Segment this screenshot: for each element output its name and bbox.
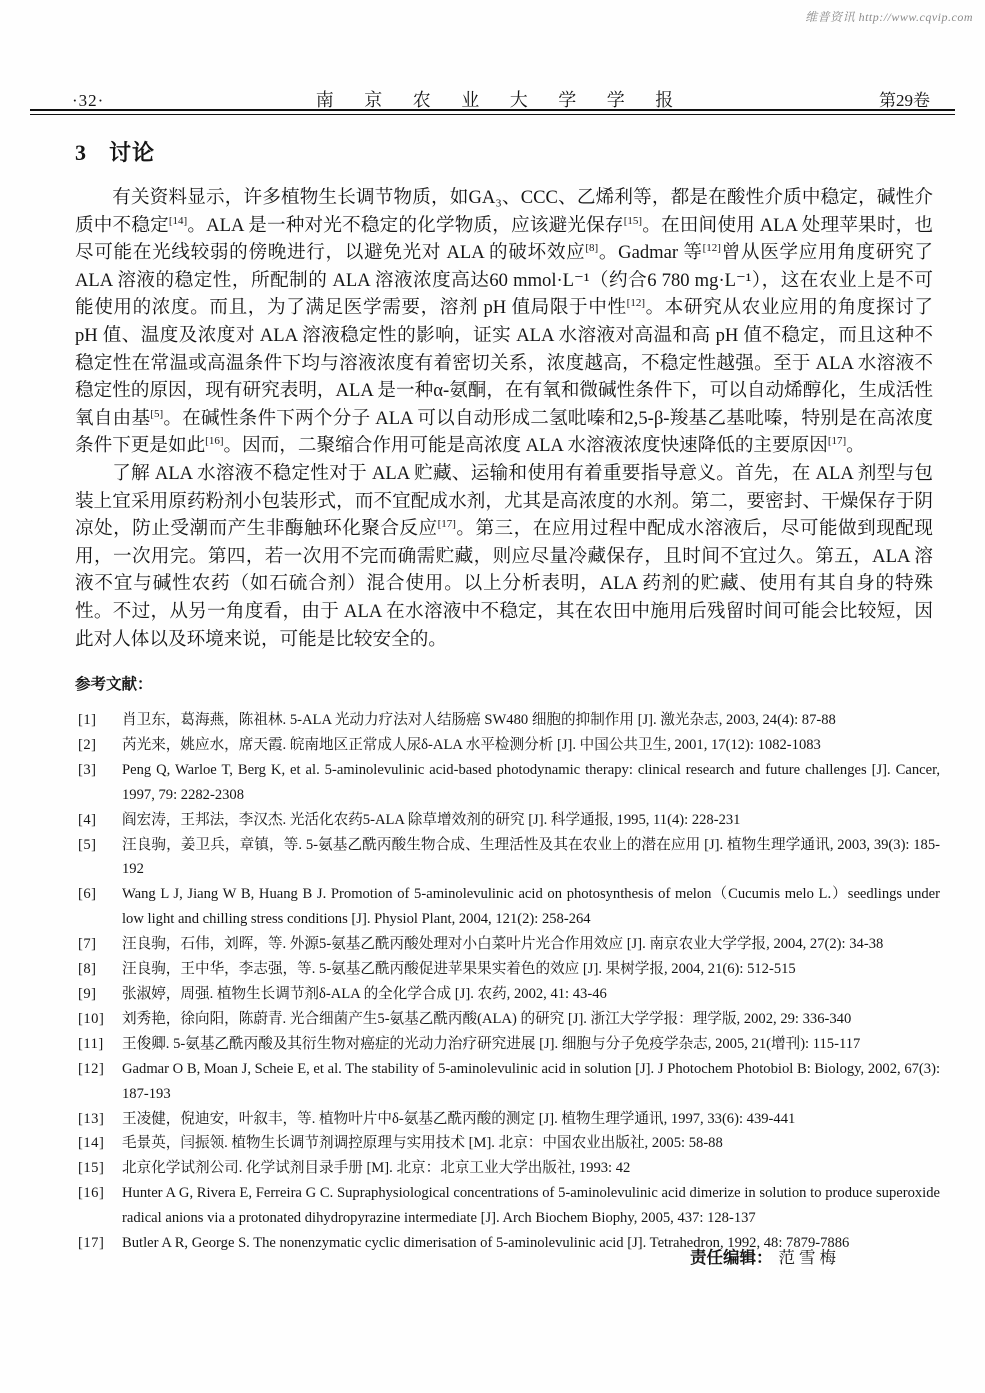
- section-title: 讨论: [109, 140, 156, 165]
- reference-item: [78, 882, 940, 932]
- reference-text: 张淑婷，周强. 植物生长调节剂δ-ALA 的全化学合成 [J]. 农药, 2002, 41: 43-46: [122, 985, 607, 1002]
- reference-item: [78, 833, 940, 883]
- reference-label: [8]: [78, 961, 97, 978]
- reference-text: 芮光来，姚应水，席天霞. 皖南地区正常成人尿δ-ALA 水平检测分析 [J]. 中国公共卫生, 2001, 17(12): 1082-1083: [122, 736, 821, 753]
- discussion-body: [75, 184, 933, 653]
- references-list: [78, 708, 940, 1256]
- reference-item: [78, 1181, 940, 1231]
- editor-name: 范雪梅: [778, 1248, 840, 1267]
- reference-label: [6]: [78, 886, 97, 903]
- section-heading: [75, 136, 155, 167]
- reference-text: Butler A R, George S. The nonenzymatic cyclic dimerisation of 5-aminolevulinic acid [J]. Tetrahedron, 1992, 48: 7879-7886: [122, 1235, 850, 1252]
- reference-label: [1]: [78, 712, 97, 728]
- reference-label: [15]: [78, 1160, 105, 1177]
- editor-label: 责任编辑：: [690, 1249, 773, 1267]
- reference-text: 北京化学试剂公司. 化学试剂目录手册 [M]. 北京：北京工业大学出版社, 1993: 42: [122, 1160, 631, 1177]
- reference-item: [78, 1057, 940, 1107]
- reference-item: [78, 957, 940, 982]
- reference-text: 汪良驹，石伟，刘晖，等. 外源5-氨基乙酰丙酸处理对小白菜叶片光合作用效应 [J]. 南京农业大学学报, 2004, 27(2): 34-38: [122, 936, 884, 953]
- reference-label: [14]: [78, 1135, 105, 1152]
- reference-item: [78, 982, 940, 1007]
- reference-label: [16]: [78, 1185, 105, 1202]
- page-number: ·32·: [72, 91, 105, 110]
- reference-text: 刘秀艳，徐向阳，陈蔚青. 光合细菌产生5-氨基乙酰丙酸(ALA) 的研究 [J]. 浙江大学学报：理学版, 2002, 29: 336-340: [122, 1010, 852, 1027]
- reference-text: Wang L J, Jiang W B, Huang B J. Promotion of 5-aminolevulinic acid on photosynthesis of melon（Cucumis melo L.）seedlings under low light and chilling stress conditions [J]. Physiol Plant, 2004, 121(2): 258-264: [122, 886, 940, 928]
- reference-text: 王凌健，倪迪安，叶叙丰，等. 植物叶片中δ-氨基乙酰丙酸的测定 [J]. 植物生理学通讯, 1997, 33(6): 439-441: [122, 1110, 796, 1127]
- reference-text: 王俊卿. 5-氨基乙酰丙酸及其衍生物对癌症的光动力治疗研究进展 [J]. 细胞与分子免疫学杂志, 2005, 21(增刊): 115-117: [122, 1035, 861, 1052]
- reference-item: [78, 1107, 940, 1132]
- watermark-text: 维普资讯 http://www.cqvip.com: [805, 10, 973, 24]
- reference-label: [5]: [78, 836, 97, 853]
- reference-text: 汪良驹，姜卫兵，章镇，等. 5-氨基乙酰丙酸生物合成、生理活性及其在农业上的潜在应用 [J]. 植物生理学通讯, 2003, 39(3): 185-192: [122, 836, 940, 878]
- reference-label: [2]: [78, 736, 97, 753]
- editor-line: [690, 1244, 840, 1268]
- reference-item: [78, 758, 940, 808]
- paragraph: 了解 ALA 水溶液不稳定性对于 ALA 贮藏、运输和使用有着重要指导意义。首先，在 ALA 剂型与包装上宜采用原药粉剂小包装形式，而不宜配成水剂，尤其是高浓度的水剂。第二，要密封、干燥保存于阴凉处，防止受潮而产生非酶触环化聚合反应[17]。第三，在应用过程中配成水溶液后，尽可能做到现配现用，一次用完。第四，若一次用不完而确需贮藏，则应尽量冷藏保存，且时间不宜过久。第五，ALA 溶液不宜与碱性农药（如石硫合剂）混合使用。以上分析表明，ALA 药剂的贮藏、使用有其自身的特殊性。不过，从另一角度看，由于 ALA 在水溶液中不稳定，其在农田中施用后残留时间可能会比较短，因此对人体以及环境来说，可能是比较安全的。: [75, 462, 933, 650]
- reference-item: [78, 1032, 940, 1057]
- header-rule: [30, 109, 955, 115]
- reference-label: [7]: [78, 936, 97, 953]
- reference-label: [13]: [78, 1110, 105, 1127]
- reference-item: [78, 1156, 940, 1181]
- reference-label: [3]: [78, 761, 97, 778]
- reference-label: [9]: [78, 985, 97, 1002]
- reference-label: [4]: [78, 811, 97, 828]
- reference-text: Peng Q, Warloe T, Berg K, et al. 5-aminolevulinic acid-based photodynamic therapy: clinical research and future challenges [J]. Cancer, 1997, 79: 2282-2308: [122, 761, 940, 803]
- reference-text: 肖卫东，葛海燕，陈祖林. 5-ALA 光动力疗法对人结肠癌 SW480 细胞的抑制作用 [J]. 激光杂志, 2003, 24(4): 87-88: [122, 712, 836, 728]
- reference-item: [78, 808, 940, 833]
- reference-item: [78, 932, 940, 957]
- reference-item: [78, 733, 940, 758]
- reference-text: Hunter A G, Rivera E, Ferreira G C. Supraphysiological concentrations of 5-aminolevulinic acid dimerize in solution to produce superoxide radical anions via a protonated dihydropyrazine intermediate [J]. Arch Biochem Biophy, 2005, 437: 128-137: [122, 1185, 940, 1227]
- reference-label: [17]: [78, 1235, 105, 1252]
- reference-text: 汪良驹，王中华，李志强，等. 5-氨基乙酰丙酸促进苹果果实着色的效应 [J]. 果树学报, 2004, 21(6): 512-515: [122, 961, 796, 978]
- references-heading: 参考文献：: [75, 676, 153, 693]
- paragraph: 有关资料显示，许多植物生长调节物质，如GA₃、CCC、乙烯利等，都是在酸性介质中稳定，碱性介质中不稳定[14]。ALA 是一种对光不稳定的化学物质，应该避光保存[15]。在田间使用 ALA 处理苹果时，也尽可能在光线较弱的傍晚进行，以避免光对 ALA 的破坏效应[8]。Gadmar 等[12]曾从医学应用角度研究了 ALA 溶液的稳定性，所配制的 ALA 溶液浓度高达60 mmol·L⁻¹（约合6 780 mg·L⁻¹），这在农业上是不可能使用的浓度。而且，为了满足医学需要，溶剂 pH 值局限于中性[12]。本研究从农业应用的角度探讨了 pH 值、温度及浓度对 ALA 溶液稳定性的影响，证实 ALA 水溶液对高温和高 pH 值不稳定，而且这种不稳定性在常温或高温条件下均与溶液浓度有着密切关系，浓度越高，不稳定性越强。至于 ALA 水溶液不稳定性的原因，现有研究表明，ALA 是一种α-氨酮，在有氧和微碱性条件下，可以自动烯醇化，生成活性氧自由基[5]。在碱性条件下两个分子 ALA 可以自动形成二氢吡嗪和2,5-β-羧基乙基吡嗪，特别是在高浓度条件下更是如此[16]。因而，二聚缩合作用可能是高浓度 ALA 水溶液浓度快速降低的主要原因[17]。: [75, 187, 933, 457]
- reference-item: [78, 708, 940, 733]
- reference-text: 阎宏涛，王邦法，李汉杰. 光活化农药5-ALA 除草增效剂的研究 [J]. 科学通报, 1995, 11(4): 228-231: [122, 811, 741, 828]
- reference-item: [78, 1007, 940, 1032]
- reference-text: 毛景英，闫振领. 植物生长调节剂调控原理与实用技术 [M]. 北京：中国农业出版社, 2005: 58-88: [122, 1135, 723, 1152]
- reference-item: [78, 1131, 940, 1156]
- section-number: 3: [75, 140, 87, 165]
- reference-text: Gadmar O B, Moan J, Scheie E, et al. The stability of 5-aminolevulinic acid in solution [J]. J Photochem Photobiol B: Biology, 2002, 67(3): 187-193: [122, 1060, 940, 1102]
- reference-label: [10]: [78, 1010, 105, 1027]
- reference-label: [12]: [78, 1060, 105, 1077]
- volume-number: 第29卷: [879, 91, 930, 110]
- reference-label: [11]: [78, 1035, 104, 1052]
- journal-title: 南 京 农 业 大 学 学 报: [315, 90, 687, 110]
